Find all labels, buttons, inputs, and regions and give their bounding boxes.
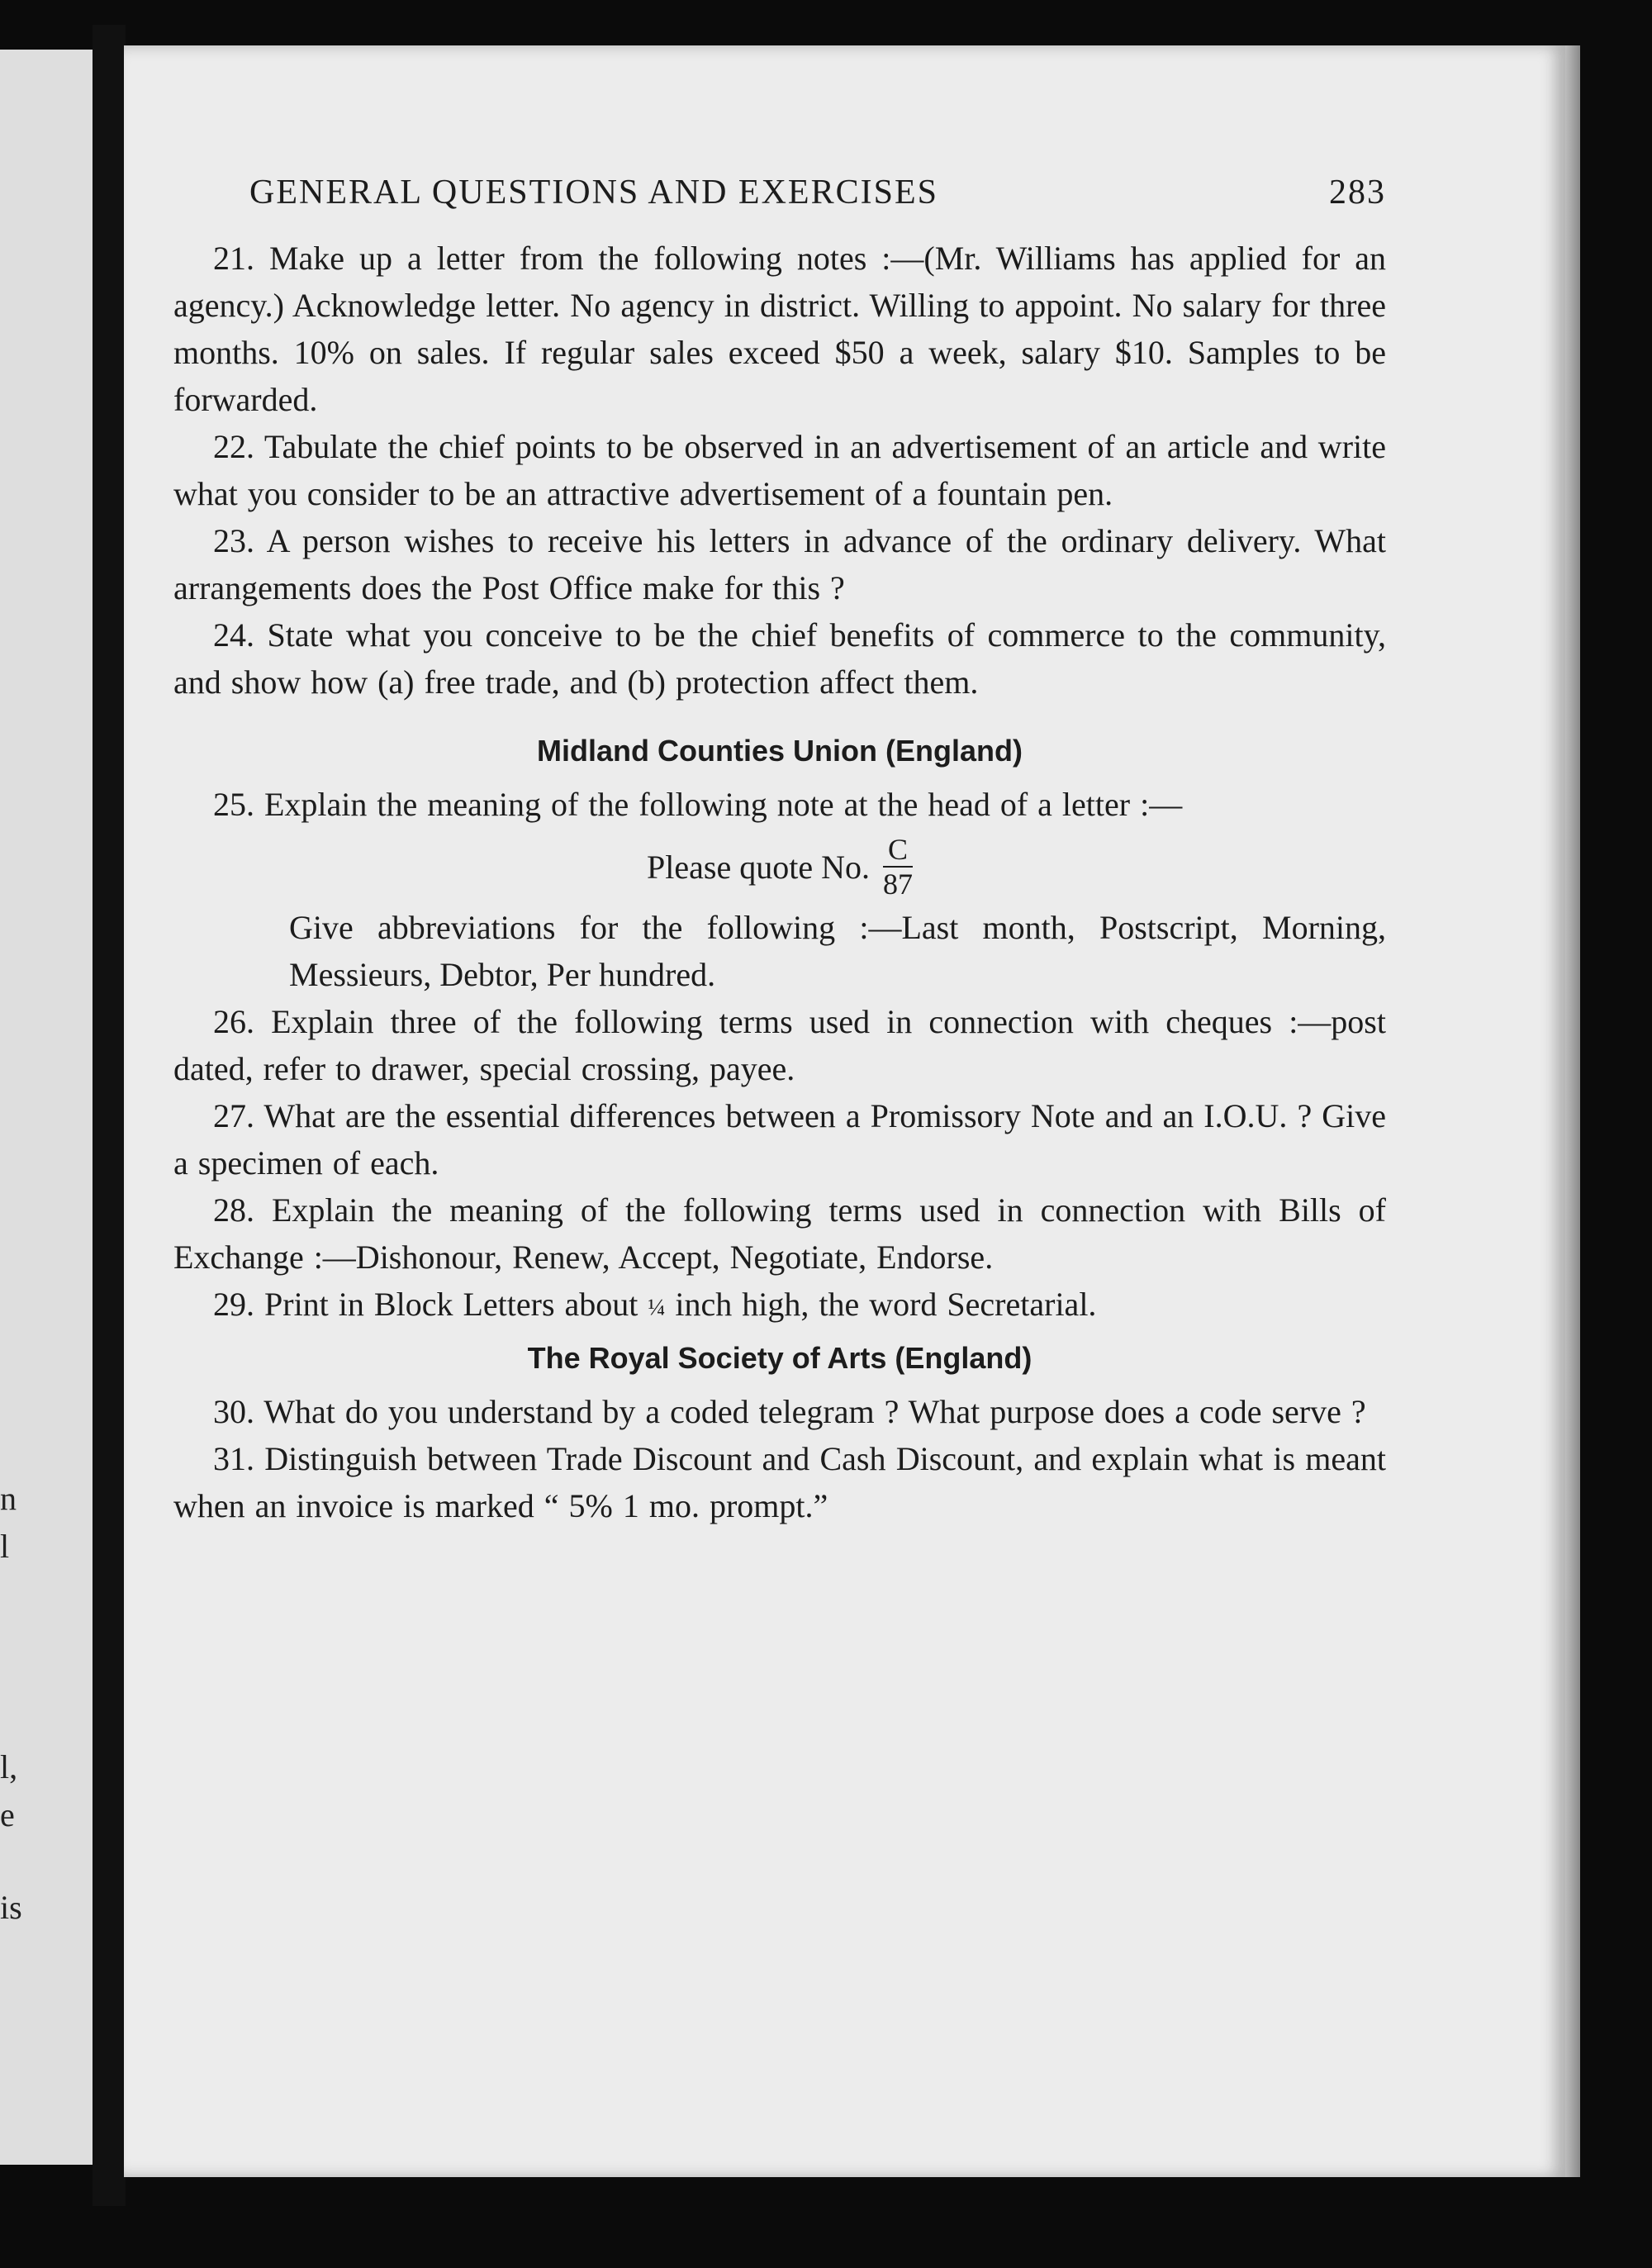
page-edge	[1565, 45, 1580, 2177]
question-31: 31. Distinguish between Trade Discount and Cash Discount, and explain what is meant when an invoice is marked “ 5% 1 mo. prompt.”	[173, 1440, 1386, 1525]
facing-page-fragment: l	[0, 1528, 10, 1565]
facing-page-fragment: n	[0, 1480, 17, 1517]
question-22: 22. Tabulate the chief points to be observed in an advertisement of an article and write what you consider to be an attractive advertisement of a fountain pen.	[173, 428, 1386, 512]
fraction-top: C	[883, 833, 913, 868]
quote-label: Please quote No.	[647, 848, 870, 886]
question-25: 25. Explain the meaning of the following note at the head of a letter :—	[213, 786, 1183, 823]
running-title: GENERAL QUESTIONS AND EXERCISES	[249, 174, 938, 212]
quote-line	[173, 833, 1386, 901]
question-21: 21. Make up a letter from the following notes :—(Mr. Williams has applied for an agency.) Acknowledge letter. No agency in district. Willing to appoint. No salary for three months. 10% on sales. If regular sales exceed $50 a week, salary $10. Samples to be forwarded.	[173, 240, 1386, 418]
quarter-fraction: ¼	[648, 1295, 666, 1321]
section-heading-midland: Midland Counties Union (England)	[537, 734, 1023, 768]
facing-page-fragment: is	[0, 1889, 22, 1926]
question-29-end: inch high, the word Secretarial.	[675, 1286, 1097, 1323]
book-spine	[93, 25, 126, 2206]
page-content	[173, 169, 1386, 1529]
question-27: 27. What are the essential differences between a Promissory Note and an I.O.U. ? Give a specimen of each.	[173, 1097, 1386, 1182]
question-24: 24. State what you conceive to be the chief benefits of commerce to the community, and show how (a) free trade, and (b) protection affect them.	[173, 616, 1386, 701]
question-30: 30. What do you understand by a coded telegram ? What purpose does a code serve ?	[213, 1393, 1366, 1431]
quote-fraction	[883, 833, 913, 901]
question-29	[173, 1281, 1386, 1331]
abbreviations-question: Give abbreviations for the following :—Last month, Postscript, Morning, Messieurs, Debtor, Per hundred.	[289, 909, 1386, 993]
facing-page-fragment: l,	[0, 1748, 18, 1785]
question-28: 28. Explain the meaning of the following terms used in connection with Bills of Exchange :—Dishonour, Renew, Accept, Negotiate, Endorse.	[173, 1191, 1386, 1276]
page-number: 283	[1329, 174, 1386, 212]
question-23: 23. A person wishes to receive his letters in advance of the ordinary delivery. What arrangements does the Post Office make for this ?	[173, 522, 1386, 606]
running-head	[173, 169, 1386, 216]
question-29-start: 29. Print in Block Letters about	[213, 1286, 638, 1323]
facing-page-fragment: e	[0, 1796, 15, 1833]
section-heading-royal-society: The Royal Society of Arts (England)	[527, 1341, 1032, 1376]
fraction-bottom: 87	[882, 868, 913, 901]
question-26: 26. Explain three of the following terms used in connection with cheques :—post dated, refer to drawer, special crossing, payee.	[173, 1003, 1386, 1087]
